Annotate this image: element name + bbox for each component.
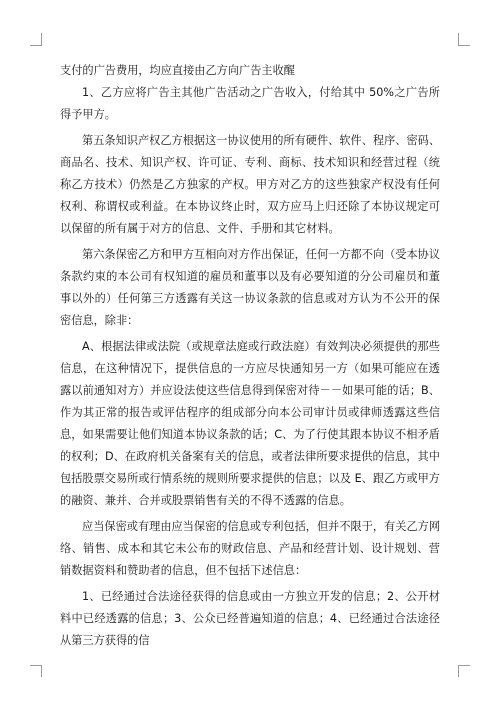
crop-mark-bottom-left <box>30 665 42 666</box>
paragraph: 支付的广告费用，均应直接由乙方向广告主收醒 <box>60 64 295 77</box>
paragraph: 1、已经通过合法途径获得的信息或由一方独立开发的信息；2、公开材料中已经透露的信息；3、公众已经普遍知道的信息；4、已经通过合法途径从第三方获得的信 <box>60 590 440 647</box>
crop-mark-top-right <box>458 45 470 46</box>
paragraph: 1、乙方应将广告主其他广告活动之广告收入，付给其中 50%之广告所得予甲方。 <box>60 86 440 121</box>
crop-mark-bottom-right <box>458 665 470 666</box>
paragraph: 应当保密或有理由应当保密的信息或专利包括，但并不限于，有关乙方网络、销售、成本和其它未公布的财政信息、产品和经营计划、设计规划、营销数据资料和赞助者的信息，但不包括下述信息： <box>60 520 441 577</box>
crop-mark-top-right <box>458 33 459 45</box>
crop-mark-bottom-right <box>458 665 459 677</box>
paragraph: A、根据法律或法院（或规章法庭或行政法庭）有效判决必须提供的那些信息，在这种情况下，提供信息的一方应尽快通知另一方（如果可能应在透露以前通知对方）并应设法使这些信息得到保密对待－－如果可能的话；B、作为其正常的报告或评估程序的组成部分向本公司审计员或律师透露这些信息，如果需要让他们知道本协议条款的话；C、为了行使其跟本协议不相矛盾的权利；D、在政府机关备案有关的信息，或者法律所要求提供的信息，其中包括股票交易所或行情系统的规则所要求提供的信息；以及 E、跟乙方或甲方的融资、兼并、合并或股票销售有关的不得不透露的信息。 <box>60 340 440 507</box>
crop-mark-bottom-left <box>41 665 42 677</box>
paragraph: 第六条保密乙方和甲方互相向对方作出保证，任何一方都不向（受本协议条款约束的本公司有权知道的雇员和董事以及有必要知道的分公司雇员和董事以外的）任何第三方透露有关这一协议条款的信息或对方认为不公开的保密信息，除非： <box>60 248 441 327</box>
crop-mark-top-left <box>30 45 42 46</box>
document-body <box>60 60 440 652</box>
paragraph: 第五条知识产权乙方根据这一协议使用的所有硬件、软件、程序、密码、商品名、技术、知识产权、许可证、专利、商标、技术知识和经营过程（统称乙方技术）仍然是乙方独家的产权。甲方对乙方的这些独家产权没有任何权利、称谓权或利益。在本协议终止时，双方应马上归还除了本协议规定可以保留的所有属于对方的信息、文件、手册和其它材料。 <box>60 134 441 235</box>
crop-mark-top-left <box>41 33 42 45</box>
